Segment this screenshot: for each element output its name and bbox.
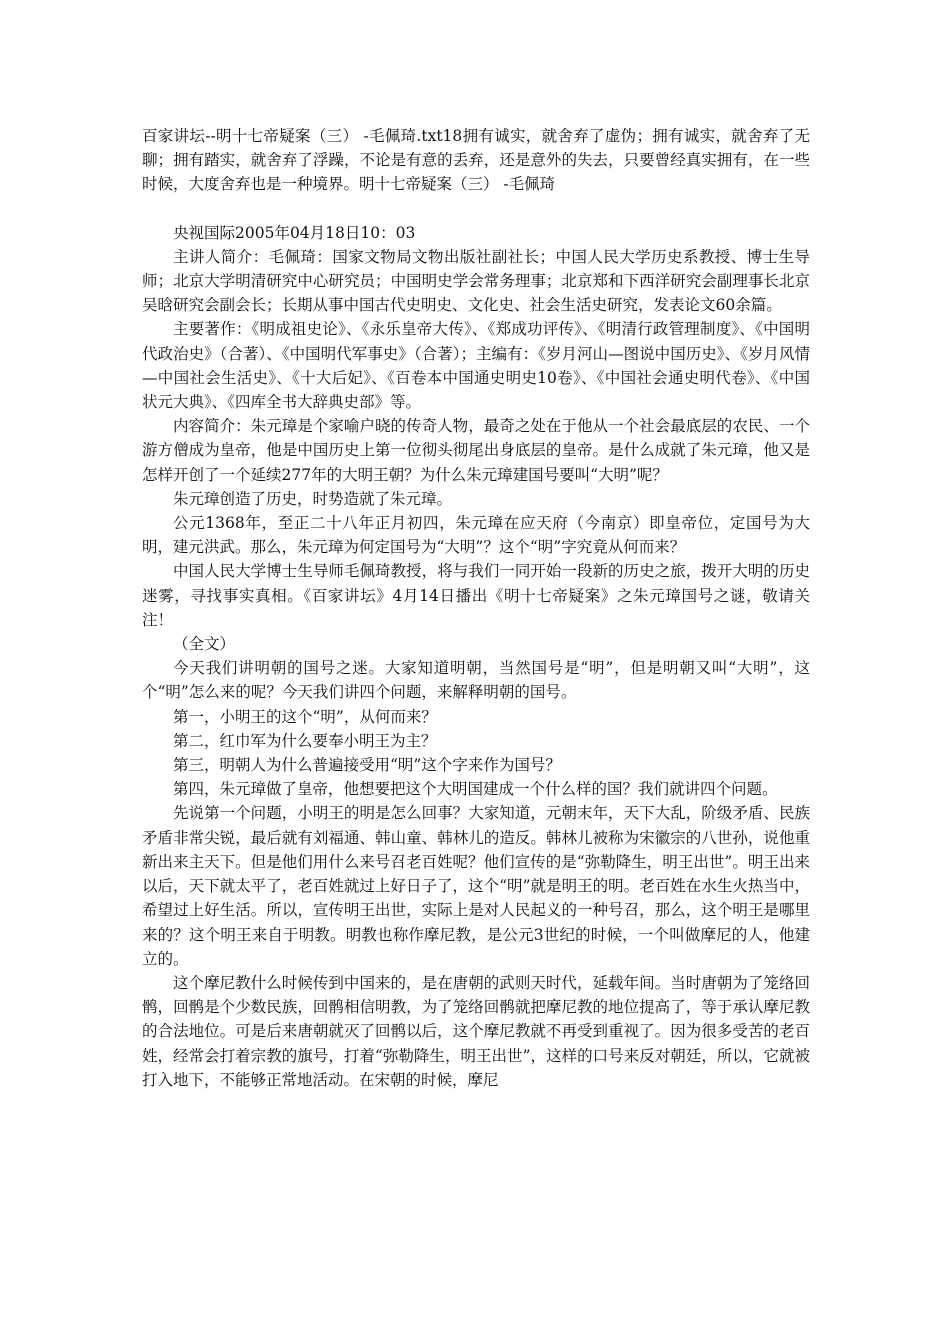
paragraph: 先说第一个问题，小明王的明是怎么回事？大家知道，元朝末年，天下大乱，阶级矛盾、民族矛盾非常尖锐，最后就有刘福通、韩山童、韩林儿的造反。韩林儿被称为宋徽宗的八世孙，说他重新出来主天下。但是他们用什么来号召老百姓呢？他们宣传的是“弥勒降生，明王出世”。明王出来以后，天下就太平了，老百姓就过上好日子了，这个“明”就是明王的明。老百姓在水生火热当中，希望过上好生活。所以，宣传明王出世，实际上是对人民起义的一种号召，那么，这个明王是哪里来的？这个明王来自于明教。明教也称作摩尼教，是公元3世纪的时候，一个叫做摩尼的人，他建立的。: [142, 804, 810, 968]
full-text-label: （全文）: [173, 635, 236, 654]
question-item: 第四，朱元璋做了皇帝，他想要把这个大明国建成一个什么样的国？我们就讲四个问题。: [173, 780, 778, 799]
speaker-intro: 主讲人简介：毛佩琦：国家文物局文物出版社副社长；中国人民大学历史系教授、博士生导师；北京大学明清研究中心研究员；中国明史学会常务理事；北京郑和下西洋研究会副理事长北京吴晗研究会副会长；长期从事中国古代史明史、文化史、社会生活史研究，发表论文60余篇。: [142, 247, 810, 315]
paragraph: 公元1368年，至正二十八年正月初四，朱元璋在应天府（今南京）即皇帝位，定国号为大明，建元洪武。那么，朱元璋为何定国号为“大明”？这个“明”字究竟从何而来？: [142, 514, 810, 557]
document-header: 百家讲坛--明十七帝疑案（三） -毛佩琦.txt18拥有诚实，就舍弃了虚伪；拥有诚实，就舍弃了无聊；拥有踏实，就舍弃了浮躁，不论是有意的丢弃，还是意外的失去，只要曾经真实拥有，在一些时候，大度舍弃也是一种境界。明十七帝疑案（三） -毛佩琦: [142, 127, 810, 194]
paragraph: 今天我们讲明朝的国号之迷。大家知道明朝，当然国号是“明”，但是明朝又叫“大明”，这个“明”怎么来的呢？今天我们讲四个问题，来解释明朝的国号。: [142, 659, 810, 702]
question-item: 第三，明朝人为什么普遍接受用“明”这个字来作为国号？: [173, 756, 561, 775]
paragraph: 这个摩尼教什么时候传到中国来的，是在唐朝的武则天时代，延载年间。当时唐朝为了笼络回鹘，回鹘是个少数民族，回鹘相信明教，为了笼络回鹘就把摩尼教的地位提高了，等于承认摩尼教的合法地位。可是后来唐朝就灭了回鹘以后，这个摩尼教就不再受到重视了。因为很多受苦的老百姓，经常会打着宗教的旗号，打着“弥勒降生，明王出世”，这样的口号来反对朝廷，所以，它就被打入地下，不能够正常地活动。在宋朝的时候，摩尼: [142, 973, 810, 1089]
paragraph: 朱元璋创造了历史，时势造就了朱元璋。: [173, 489, 453, 508]
document-page: [142, 124, 810, 1092]
question-item: 第一，小明王的这个“明”，从何而来？: [173, 707, 437, 726]
content-summary: 内容简介：朱元璋是个家喻户晓的传奇人物，最奇之处在于他从一个社会最底层的农民、一个游方僧成为皇帝，他是中国历史上第一位彻头彻尾出身底层的皇帝。是什么成就了朱元璋，他又是怎样开创了一个延续277年的大明王朝？为什么朱元璋建国号要叫“大明”呢？: [142, 417, 810, 484]
publish-info: 央视国际2005年04月18日10：03: [173, 223, 416, 242]
paragraph: 中国人民大学博士生导师毛佩琦教授，将与我们一同开始一段新的历史之旅，拨开大明的历史迷雾，寻找事实真相。《百家讲坛》4月14日播出《明十七帝疑案》之朱元璋国号之谜，敬请关注！: [142, 562, 810, 629]
question-item: 第二，红巾军为什么要奉小明王为主？: [173, 731, 437, 750]
major-works: 主要著作：《明成祖史论》、《永乐皇帝大传》、《郑成功评传》、《明清行政管理制度》、《中国明代政治史》（合著）、《中国明代军事史》（合著）；主编有：《岁月河山—图说中国历史》、《岁月风情—中国社会生活史》、《十大后妃》、《百卷本中国通史明史10卷》、《中国社会通史明代卷》、《中国状元大典》、《四库全书大辞典史部》等。: [142, 320, 810, 412]
